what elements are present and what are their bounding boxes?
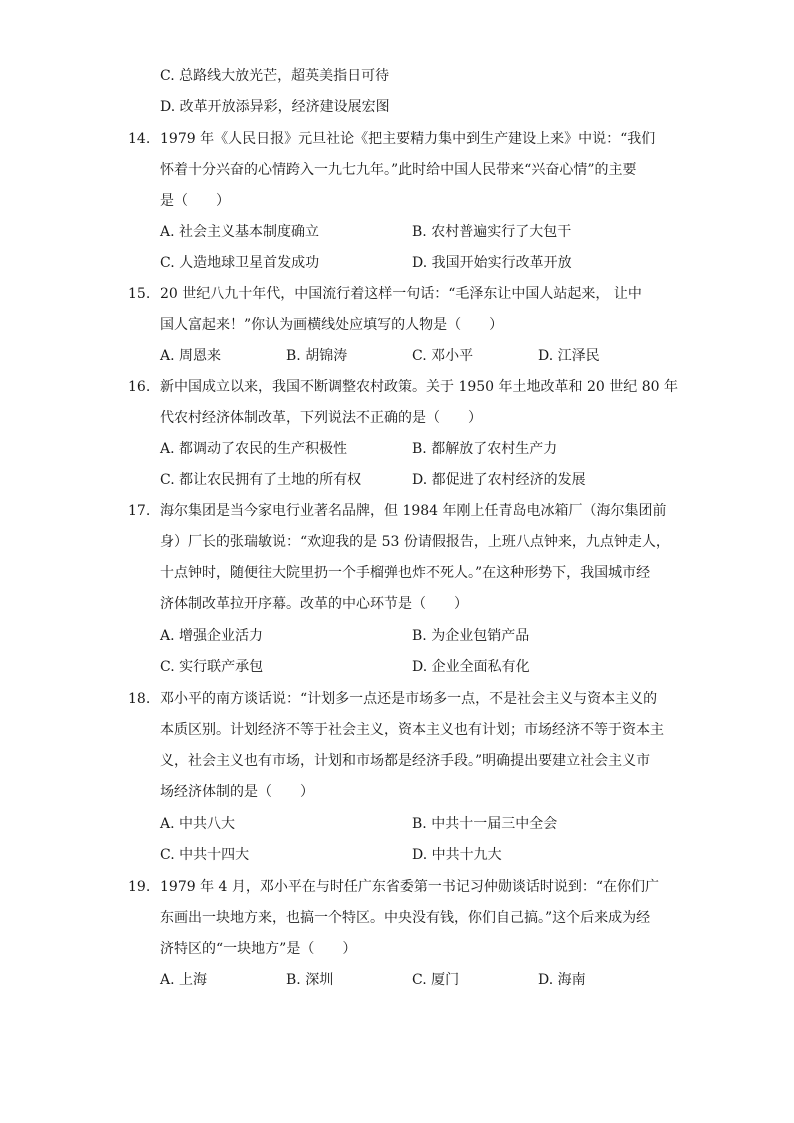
option-a[interactable]: A. 周恩来 xyxy=(160,348,222,364)
prev-option-d: D. 改革开放添异彩，经济建设展宏图 xyxy=(160,99,390,115)
option-a[interactable]: A. 都调动了农民的生产积极性 xyxy=(160,441,348,457)
option-d[interactable]: D. 企业全面私有化 xyxy=(412,659,530,675)
question-number: 15. xyxy=(128,286,151,302)
question-number: 18. xyxy=(128,691,151,707)
prev-option-c: C. 总路线大放光芒，超英美指日可待 xyxy=(160,68,390,84)
option-a[interactable]: A. 上海 xyxy=(160,972,208,988)
question-stem-line: 国人富起来！”你认为画横线处应填写的人物是（ ） xyxy=(160,317,504,333)
question-number: 16. xyxy=(128,379,151,395)
question-stem-line: 1979 年 4 月，邓小平在与时任广东省委第一书记习仲勋谈话时说到：“在你们广 xyxy=(160,879,660,895)
option-b[interactable]: B. 农村普遍实行了大包干 xyxy=(412,224,572,240)
option-c[interactable]: C. 人造地球卫星首发成功 xyxy=(160,255,320,271)
question-stem-line: 新中国成立以来，我国不断调整农村政策。关于 1950 年土地改革和 20 世纪 80 年 xyxy=(160,379,678,395)
option-b[interactable]: B. 为企业包销产品 xyxy=(412,628,530,644)
question-stem-line: 怀着十分兴奋的心情跨入一九七九年。”此时给中国人民带来“兴奋心情”的主要 xyxy=(160,162,637,178)
option-d[interactable]: D. 江泽民 xyxy=(538,348,600,364)
question-stem-line: 东画出一块地方来，也搞一个特区。中央没有钱，你们自己搞。”这个后来成为经 xyxy=(160,910,651,926)
option-b[interactable]: B. 深圳 xyxy=(286,972,334,988)
question-stem-line: 20 世纪八九十年代，中国流行着这样一句话：“毛泽东让中国人站起来， 让中 xyxy=(160,286,642,302)
question-stem-line: 十点钟时，随便往大院里扔一个手榴弹也炸不死人。”在这种形势下，我国城市经 xyxy=(160,565,651,581)
question-number: 17. xyxy=(128,503,151,519)
question-stem-line: 代农村经济体制改革，下列说法不正确的是（ ） xyxy=(160,410,482,426)
option-d[interactable]: D. 我国开始实行改革开放 xyxy=(412,255,572,271)
option-c[interactable]: C. 中共十四大 xyxy=(160,847,250,863)
option-c[interactable]: C. 邓小平 xyxy=(412,348,474,364)
question-stem-line: 济特区的“一块地方”是（ ） xyxy=(160,941,357,957)
question-stem-line: 济体制改革拉开序幕。改革的中心环节是（ ） xyxy=(160,596,468,612)
question-stem-line: 是（ ） xyxy=(160,193,230,209)
option-a[interactable]: A. 增强企业活力 xyxy=(160,628,264,644)
question-stem-line: 本质区别。计划经济不等于社会主义，资本主义也有计划；市场经济不等于资本主 xyxy=(160,722,664,738)
question-stem-line: 场经济体制的是（ ） xyxy=(160,784,314,800)
question-stem-line: 海尔集团是当今家电行业著名品牌，但 1984 年刚上任青岛电冰箱厂（海尔集团前 xyxy=(160,503,667,519)
option-b[interactable]: B. 中共十一届三中全会 xyxy=(412,816,558,832)
option-d[interactable]: D. 中共十九大 xyxy=(412,847,502,863)
question-number: 14. xyxy=(128,131,151,147)
option-c[interactable]: C. 都让农民拥有了土地的所有权 xyxy=(160,472,362,488)
question-number: 19. xyxy=(128,879,151,895)
question-stem-line: 身）厂长的张瑞敏说：“欢迎我的是 53 份请假报告，上班八点钟来，九点钟走人， xyxy=(160,534,670,550)
option-b[interactable]: B. 都解放了农村生产力 xyxy=(412,441,558,457)
option-a[interactable]: A. 社会主义基本制度确立 xyxy=(160,224,320,240)
option-a[interactable]: A. 中共八大 xyxy=(160,816,236,832)
option-d[interactable]: D. 都促进了农村经济的发展 xyxy=(412,472,586,488)
option-c[interactable]: C. 实行联产承包 xyxy=(160,659,264,675)
question-stem-line: 1979 年《人民日报》元旦社论《把主要精力集中到生产建设上来》中说：“我们 xyxy=(160,131,656,147)
option-d[interactable]: D. 海南 xyxy=(538,972,586,988)
option-c[interactable]: C. 厦门 xyxy=(412,972,460,988)
question-stem-line: 邓小平的南方谈话说：“计划多一点还是市场多一点，不是社会主义与资本主义的 xyxy=(160,691,658,707)
question-stem-line: 义，社会主义也有市场，计划和市场都是经济手段。”明确提出要建立社会主义市 xyxy=(160,753,651,769)
option-b[interactable]: B. 胡锦涛 xyxy=(286,348,348,364)
